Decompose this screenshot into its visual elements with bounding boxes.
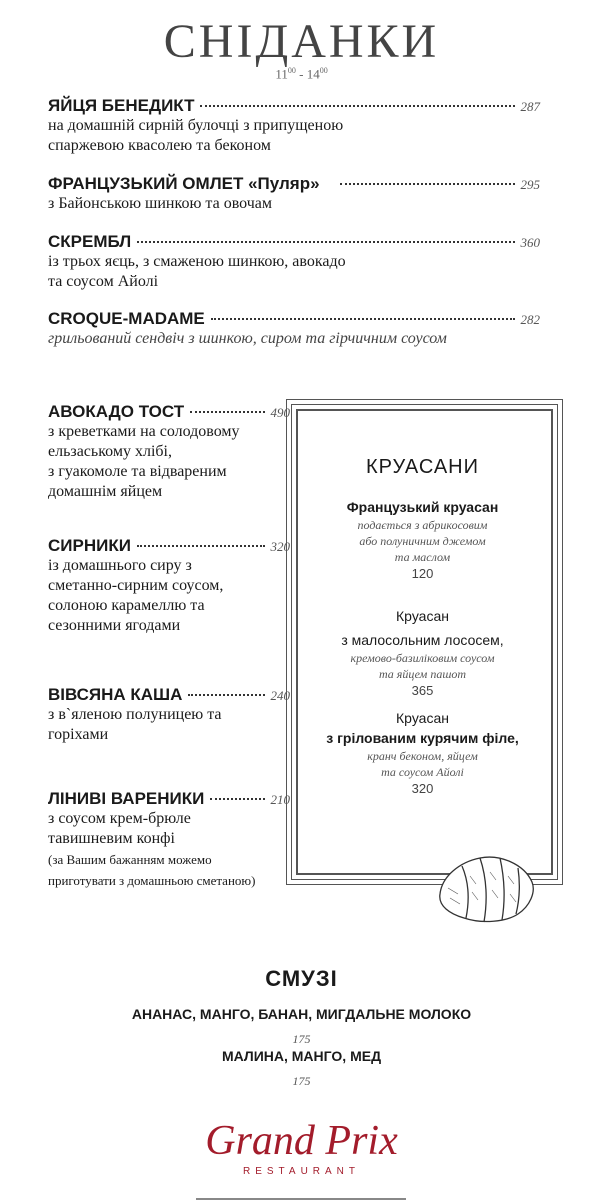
croissant-name: Круасан	[396, 710, 449, 726]
item-desc: ельзаському хлібі,	[48, 443, 172, 460]
item-desc: спаржевою квасолею та беконом	[48, 137, 271, 154]
item-desc: з Байонською шинкою та овочам	[48, 195, 272, 212]
logo-wordmark: Grand Prix	[205, 1118, 398, 1164]
croissant-desc: та яйцем пашот	[378, 667, 467, 681]
item-desc: сметанно-сирним соусом,	[48, 577, 224, 594]
croissant-name: Французький круасан	[346, 499, 499, 515]
croissant-desc: або полуничним джемом	[359, 534, 486, 548]
item-price: 240	[270, 688, 290, 703]
item-desc: із трьох яєць, з смаженою шинкою, авокадо	[48, 253, 346, 270]
croissant-name: Круасан	[396, 608, 449, 624]
item-price: 360	[520, 235, 540, 250]
menu-item-scramble	[48, 232, 540, 292]
smoothie-price: 175	[292, 1074, 311, 1088]
croissant-item-salmon	[300, 606, 545, 700]
item-name: СКРЕМБЛ	[48, 232, 132, 251]
menu-item-oatmeal	[48, 685, 290, 745]
croissant-name: з малосольним лососем,	[341, 632, 504, 648]
item-desc: горіхами	[48, 726, 109, 743]
smoothie-item: АНАНАС, МАНГО, БАНАН, МИГДАЛЬНЕ МОЛОКО	[131, 1006, 472, 1022]
croissant-illustration	[432, 836, 542, 926]
item-name: ВІВСЯНА КАША	[48, 685, 183, 704]
item-price: 287	[520, 99, 540, 114]
item-name: ЯЙЦЯ БЕНЕДИКТ	[48, 96, 195, 115]
item-desc: з соусом крем-брюле	[48, 810, 191, 827]
item-name: ЛІНИВІ ВАРЕНИКИ	[48, 789, 205, 808]
item-price: 490	[270, 405, 290, 420]
menu-item-lazy-dumplings	[48, 789, 290, 891]
item-desc: грильований сендвіч з шинкою, сиром та гірчичним соусом	[48, 330, 447, 347]
item-desc: сезонними ягодами	[48, 617, 181, 634]
item-note: приготувати з домашньою сметаною)	[48, 873, 256, 888]
croissant-desc: та маслом	[394, 550, 451, 564]
item-name: CROQUE-MADAME	[48, 309, 205, 328]
item-price: 210	[270, 792, 290, 807]
croissant-desc: кремово-базиліковим соусом	[350, 651, 495, 665]
menu-item-syrnyky	[48, 536, 290, 636]
croissant-desc: кранч беконом, яйцем	[367, 749, 478, 763]
item-desc: із домашнього сиру з	[48, 557, 192, 574]
item-name: АВОКАДО ТОСТ	[48, 402, 185, 421]
croissant-desc: подається з абрикосовим	[357, 518, 488, 532]
menu-item-avocado-toast	[48, 402, 290, 502]
menu-item-croque-madame	[48, 309, 540, 349]
smoothie-title: СМУЗІ	[265, 966, 338, 991]
croissant-name: з грілованим курячим філе,	[326, 730, 519, 746]
item-desc: домашнім яйцем	[48, 483, 163, 500]
croissant-desc: та соусом Айолі	[381, 765, 464, 779]
item-name: СИРНИКИ	[48, 536, 131, 555]
croissant-price: 320	[411, 781, 434, 796]
item-desc: з креветками на солодовому	[48, 423, 240, 440]
logo-subtitle: RESTAURANT	[242, 1166, 361, 1177]
item-desc: тавишневим конфі	[48, 830, 175, 847]
page-title: СНІДАНКИ	[163, 15, 440, 68]
croissant-title: КРУАСАНИ	[366, 456, 479, 478]
item-desc: з гуакомоле та відвареним	[48, 463, 227, 480]
croissant-price: 365	[411, 683, 434, 698]
item-note: (за Вашим бажанням можемо	[48, 852, 212, 867]
menu-item-omelette	[48, 174, 540, 214]
croissant-item-french	[300, 497, 545, 583]
croissant-item-chicken	[300, 708, 545, 798]
item-desc: на домашній сирній булочці з припущеною	[48, 117, 344, 134]
item-price: 295	[520, 177, 540, 192]
item-desc: солоною карамеллю та	[48, 597, 205, 614]
item-desc: з в`яленою полуницею та	[48, 706, 222, 723]
restaurant-logo	[0, 1120, 603, 1177]
item-name: ФРАНЦУЗЬКИЙ ОМЛЕТ «Пуляр»	[48, 174, 320, 193]
item-price: 282	[520, 312, 540, 327]
hours: $11^{00} - 14^{00}$	[275, 66, 328, 82]
smoothie-item: МАЛИНА, МАНГО, МЕД	[221, 1048, 382, 1064]
item-price: 320	[270, 539, 290, 554]
item-desc: та соусом Айолі	[48, 273, 159, 290]
smoothie-price: 175	[292, 1032, 311, 1046]
menu-item-benedict	[48, 96, 540, 156]
croissant-price: 120	[411, 566, 434, 581]
